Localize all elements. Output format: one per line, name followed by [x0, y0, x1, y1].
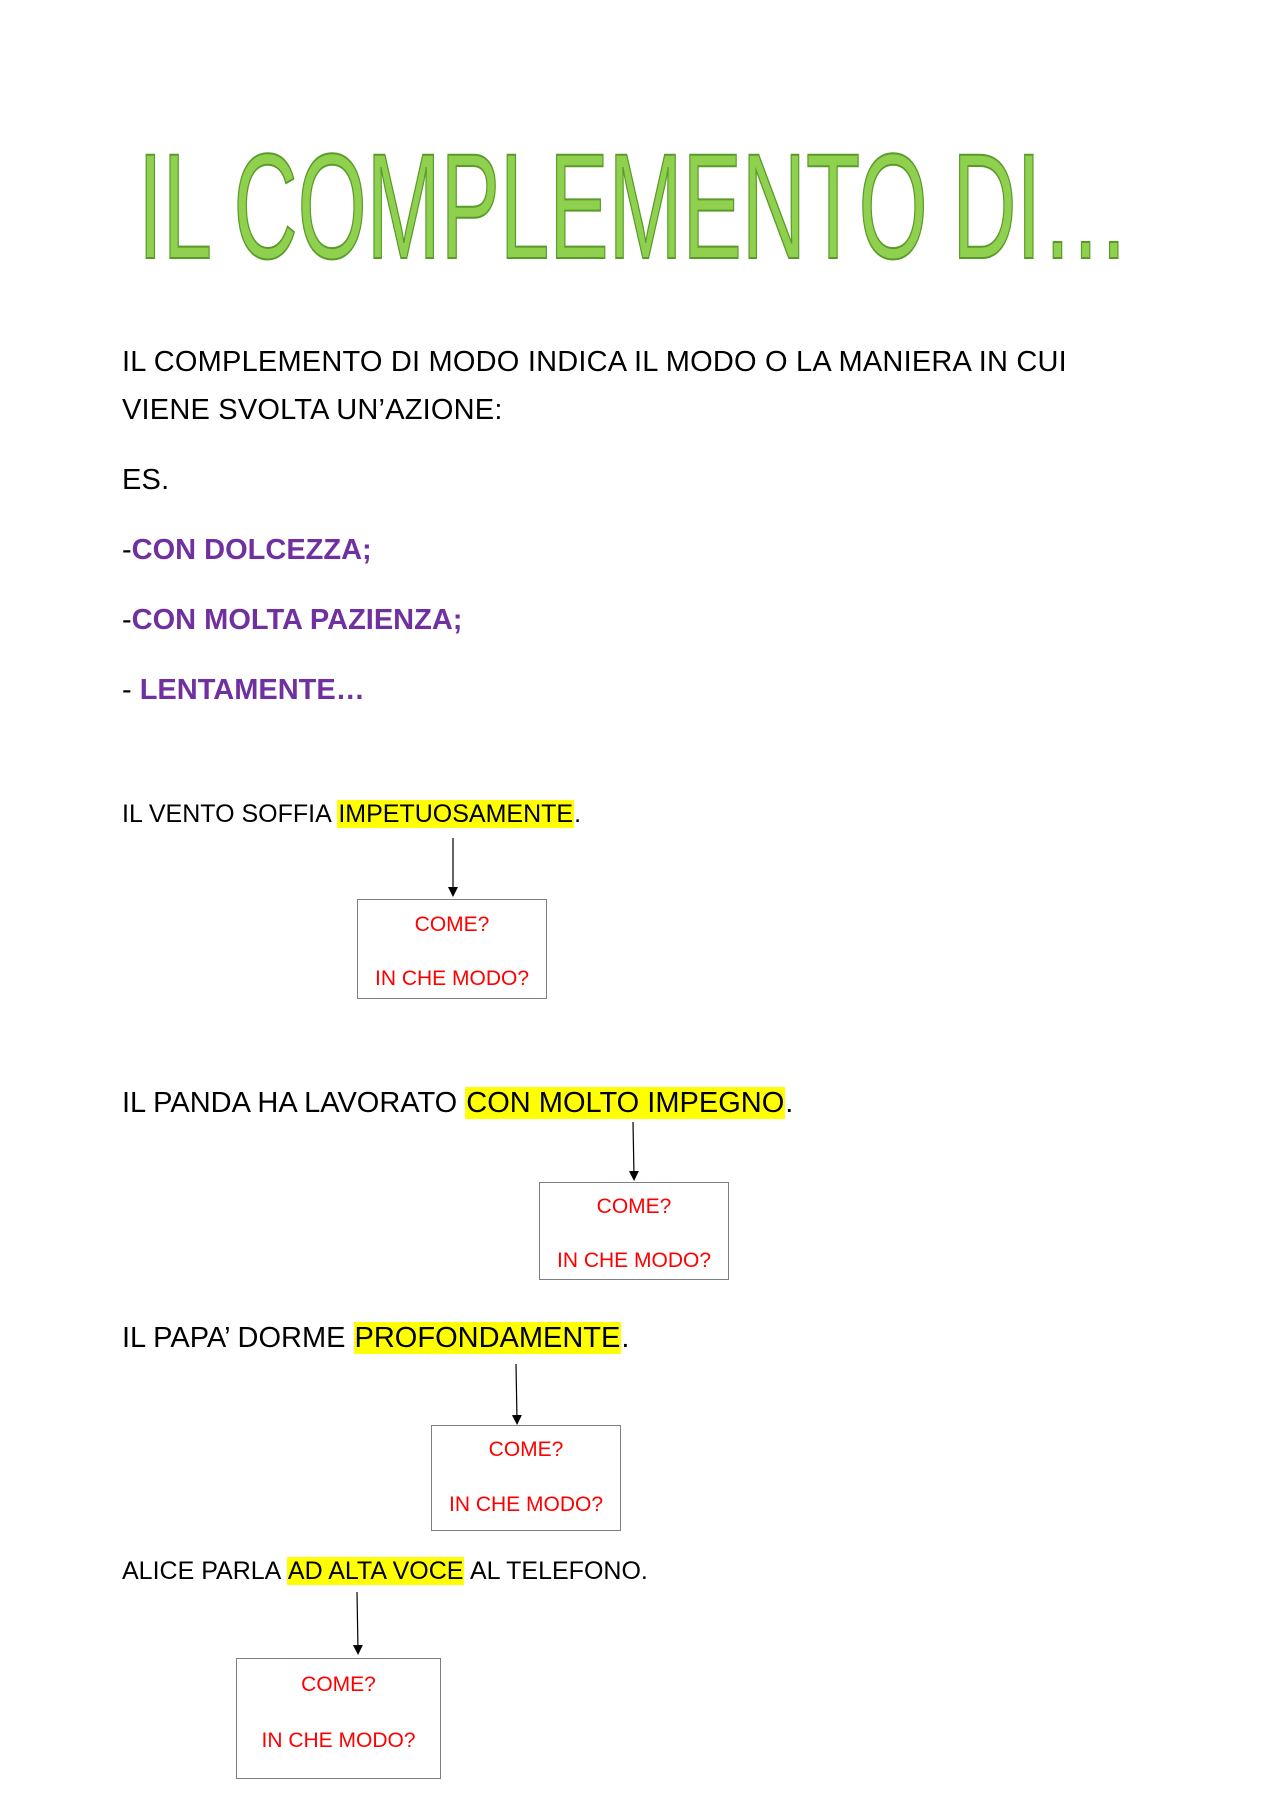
example-item	[122, 534, 372, 567]
example-text: CON MOLTA PAZIENZA;	[131, 604, 463, 636]
definition-line-1: IL COMPLEMENTO DI MODO INDICA IL MODO O LA MANIERA IN CUI	[122, 346, 1067, 378]
question-box	[357, 899, 547, 999]
sentence-highlight: CON MOLTO IMPEGNO	[466, 1087, 785, 1119]
question-box	[236, 1658, 441, 1779]
example-item	[122, 674, 365, 707]
sentence-after: .	[574, 800, 582, 828]
example-text: LENTAMENTE…	[139, 674, 365, 706]
question-come: COME?	[301, 1673, 376, 1696]
example-dash: -	[122, 674, 140, 706]
sentence-highlight: AD ALTA VOCE	[287, 1557, 464, 1585]
arrow-line	[633, 1122, 634, 1176]
sentence-highlight: PROFONDAMENTE	[354, 1322, 621, 1354]
sentence	[122, 1322, 629, 1355]
sentence-after: .	[621, 1322, 630, 1354]
arrow-line	[357, 1592, 358, 1650]
example-text: CON DOLCEZZA;	[131, 534, 372, 566]
sentence-highlight: IMPETUOSAMENTE	[338, 800, 574, 828]
arrow-line	[516, 1364, 517, 1420]
question-modo: IN CHE MODO?	[556, 1249, 711, 1272]
question-modo: IN CHE MODO?	[374, 967, 529, 990]
question-come: COME?	[596, 1195, 672, 1218]
sentence-before: ALICE PARLA	[122, 1557, 287, 1585]
sentence-before: IL PANDA HA LAVORATO	[122, 1087, 466, 1119]
question-come: COME?	[414, 913, 490, 936]
page-title	[0, 0, 1280, 300]
sentence-before: IL VENTO SOFFIA	[122, 800, 338, 828]
page-title-text: IL COMPLEMENTO DI…	[138, 122, 1130, 290]
sentence-after: AL TELEFONO.	[464, 1557, 648, 1585]
question-box	[539, 1182, 729, 1280]
question-modo: IN CHE MODO?	[261, 1729, 416, 1752]
example-dash: -	[122, 534, 132, 566]
definition-line-2: VIENE SVOLTA UN’AZIONE:	[122, 394, 503, 426]
sentence-before: IL PAPA’ DORME	[122, 1322, 354, 1354]
question-come: COME?	[488, 1438, 564, 1461]
sentence-after: .	[785, 1087, 794, 1119]
sentence	[122, 800, 581, 829]
example-dash: -	[122, 604, 132, 636]
example-item	[122, 604, 462, 637]
question-box	[431, 1425, 621, 1531]
question-modo: IN CHE MODO?	[448, 1493, 603, 1516]
sentence	[122, 1557, 648, 1586]
es-label: ES.	[122, 464, 170, 496]
sentence	[122, 1087, 793, 1120]
